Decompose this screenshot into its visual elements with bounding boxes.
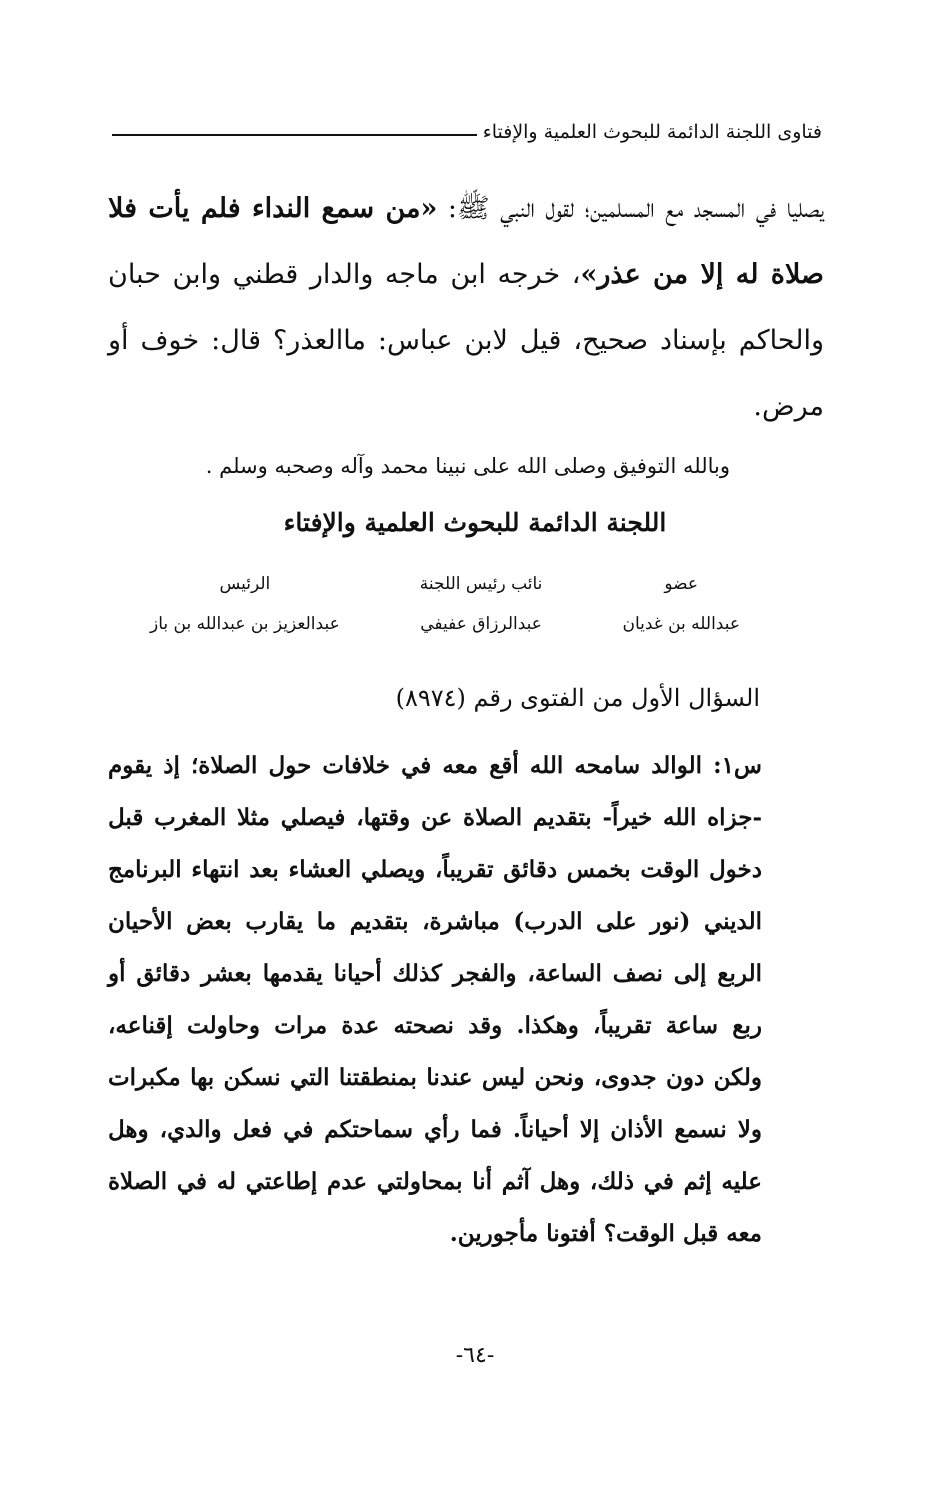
question-paragraph: س١: الوالد سامحه الله أقع معه في خلافات حول الصلاة؛ إذ يقوم -جزاه الله خيراً- بتقديم الصلاة عن وقتها، فيصلي مثلا المغرب قبل دخول الوقت بخمس دقائق تقريباً، ويصلي العشاء بعد انتهاء البرنامج الديني (نور على الدرب) مباشرة، بتقديم ما يقارب بعض الأحيان الربع إلى نصف الساعة، والفجر كذلك أحيانا يقدمها بعشر دقائق أو ربع ساعة تقريباً، وهكذا. وقد نصحته عدة مرات وحاولت إقناعه، ولكن دون جدوى، ونحن ليس عندنا بمنطقتنا التي نسكن بها مكبرات ولا نسمع الأذان إلا أحياناً. فما رأي سماحتكم في فعل والدي، وهل عليه إثم في ذلك، وهل آثم أنا بمحاولتي عدم إطاعتي له في الصلاة معه قبل الوقت؟ أفتونا مأجورين. bbox=[108, 752, 762, 1247]
signature-role: نائب رئيس اللجنة bbox=[419, 574, 543, 594]
hadith-quote: «من سمع النداء فلم يأت فلا صلاة له إلا من عذر» bbox=[108, 193, 824, 290]
signatures bbox=[150, 564, 740, 644]
closing-line: وبالله التوفيق وصلى الله على نبينا محمد وآله وصحبه وسلم . bbox=[205, 454, 730, 478]
signature-deputy bbox=[420, 564, 543, 644]
header-rule bbox=[112, 134, 477, 136]
signature-member bbox=[622, 564, 740, 644]
signature-person: عبدالرزاق عفيفي bbox=[420, 614, 542, 634]
running-header bbox=[112, 112, 822, 152]
answer-text-1: يصليا في المسجد مع المسلمين؛ لقول النبي ﷺ: bbox=[437, 193, 824, 224]
signature-chairman bbox=[150, 564, 340, 644]
header-title: فتاوى اللجنة الدائمة للبحوث العلمية والإفتاء bbox=[482, 121, 822, 143]
fatwa-title: السؤال الأول من الفتوى رقم (٨٩٧٤) bbox=[395, 684, 760, 712]
signature-role: الرئيس bbox=[219, 574, 271, 594]
committee-name: اللجنة الدائمة للبحوث العلمية والإفتاء bbox=[283, 508, 667, 537]
signature-person: عبدالعزيز بن عبدالله بن باز bbox=[150, 614, 340, 634]
signature-person: عبدالله بن غديان bbox=[622, 614, 740, 634]
answer-paragraph bbox=[108, 176, 824, 440]
signature-role: عضو bbox=[664, 574, 699, 594]
answer-text-2: ، خرجه ابن ماجه والدار قطني وابن حبان والحاكم بإسناد صحيح، قيل لابن عباس: ماالعذر؟ قال: خوف أو مرض. bbox=[108, 259, 824, 422]
page-number: -٦٤- bbox=[455, 1343, 495, 1368]
